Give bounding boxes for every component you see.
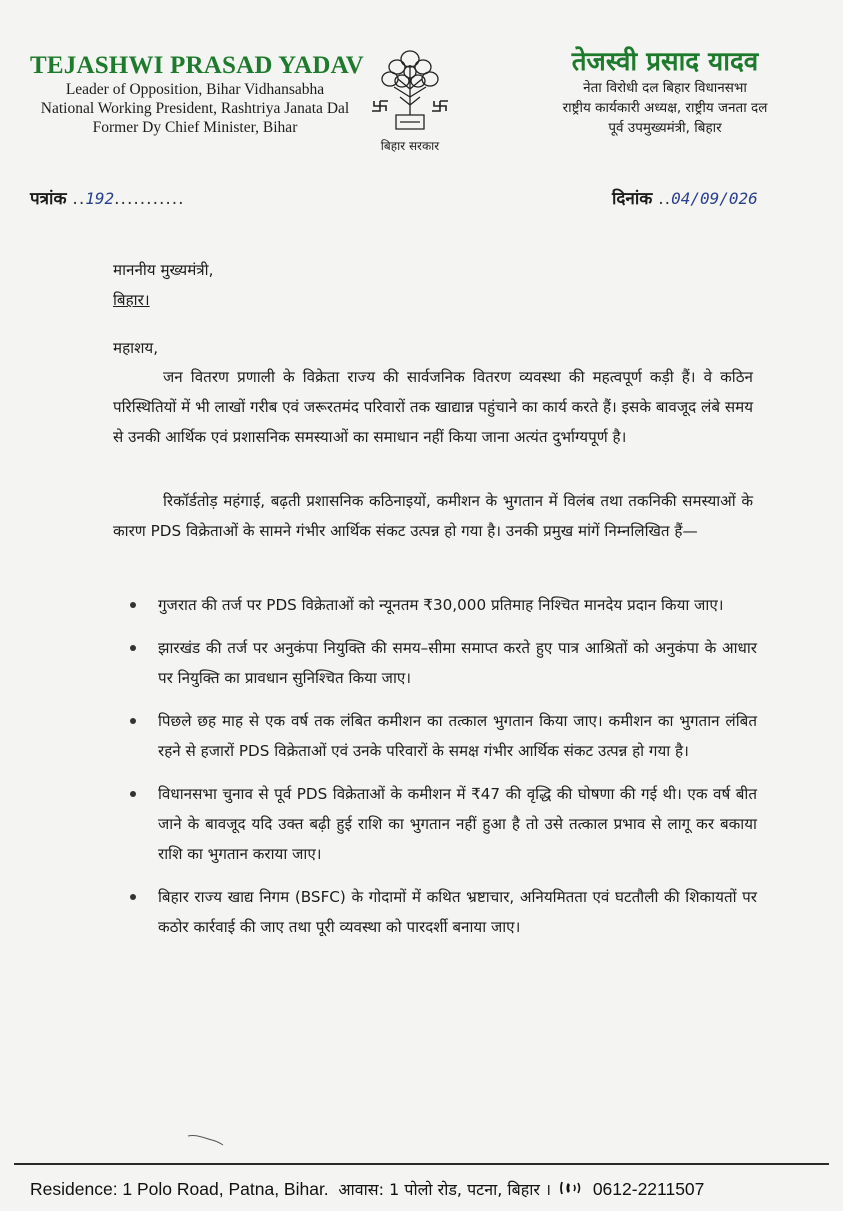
emblem-caption: बिहार सरकार [380,139,440,153]
sender-name-english: TEJASHWI PRASAD YADAV [30,52,364,79]
demand-text: विधानसभा चुनाव से पूर्व PDS विक्रेताओं के कमीशन में ₹47 की वृद्धि की घोषणा की गई थी। एक वर्ष बीत जाने के बावजूद यदि उक्त बढ़ी हुई राशि का भुगतान नहीं हुआ है तो उसे तत्काल प्रभाव से लागू कर बकाया राशि का भुगतान कराया जाए। [158,785,757,863]
letterhead-english [30,52,364,137]
bullet-icon [130,602,136,608]
list-item [112,706,757,766]
sender-title-line-hindi: नेता विरोधी दल बिहार विधानसभा [583,80,747,96]
sender-title-line: Leader of Opposition, Bihar Vidhansabha [65,81,325,98]
bullet-icon [130,791,136,797]
phone-number: 0612-2211507 [592,1179,705,1199]
phone-icon [559,1179,585,1197]
demand-text: पिछले छह माह से एक वर्ष तक लंबित कमीशन का तत्काल भुगतान किया जाए। कमीशन का भुगतान लंबित रहने से हजारों PDS विक्रेताओं एवं उनके परिवारों के समक्ष गंभीर आर्थिक संकट उत्पन्न हो गया है। [158,712,757,760]
list-item [112,779,757,869]
addressee-line: माननीय मुख्यमंत्री, [113,261,214,279]
bihar-emblem [360,45,460,154]
salutation: महाशय, [113,339,159,357]
addressee-line: बिहार। [113,291,150,309]
list-item [112,590,757,620]
demand-text: बिहार राज्य खाद्य निगम (BSFC) के गोदामों में कथित भ्रष्टाचार, अनियमितता एवं घटतौली की शिकायतों पर कठोर कार्रवाई की जाए तथा पूरी व्यवस्था को पारदर्शी बनाया जाए। [158,888,757,936]
sender-name-hindi: तेजस्वी प्रसाद यादव [571,47,759,77]
footer-divider [14,1163,829,1165]
residence-hindi: आवास: 1 पोलो रोड, पटना, बिहार । [338,1180,552,1199]
demand-text: झारखंड की तर्ज पर अनुकंपा नियुक्ति की समय–सीमा समाप्त करते हुए पात्र आश्रितों को अनुकंपा के आधार पर नियुक्ति का प्रावधान सुनिश्चित किया जाए। [158,639,757,687]
sender-title-line: Former Dy Chief Minister, Bihar [92,119,298,136]
list-item [112,633,757,693]
footer-address [30,1178,704,1200]
body-paragraph [113,486,753,546]
sender-title-line: National Working President, Rashtriya Janata Dal [40,100,350,117]
residence-english: Residence: 1 Polo Road, Patna, Bihar. [30,1179,329,1199]
bullet-icon [130,718,136,724]
sender-title-line-hindi: राष्ट्रीय कार्यकारी अध्यक्ष, राष्ट्रीय जनता दल [562,100,768,116]
reference-value: 192 [85,189,115,208]
bodhi-tree-emblem-icon [370,45,450,137]
letter-date: दिनांक ..04/09/026 [612,189,758,209]
letterhead-hindi [500,42,830,138]
demands-list [112,590,757,942]
addressee [113,255,213,315]
paragraph-text: रिकॉर्डतोड़ महंगाई, बढ़ती प्रशासनिक कठिनाइयों, कमीशन के भुगतान में विलंब तथा तकनिकी समस्याओं के कारण PDS विक्रेताओं के सामने गंभीर आर्थिक संकट उत्पन्न हो गया है। उनकी प्रमुख मांगें निम्नलिखित हैं— [113,492,753,540]
date-value: 04/09/026 [671,189,758,208]
reference-number: पत्रांक ..192........... [30,189,185,209]
sender-title-line-hindi: पूर्व उपमुख्यमंत्री, बिहार [608,120,722,136]
reference-label: पत्रांक [30,189,67,209]
demand-text: गुजरात की तर्ज पर PDS विक्रेताओं को न्यूनतम ₹30,000 प्रतिमाह निश्चित मानदेय प्रदान किया जाए। [158,596,724,614]
list-item [112,882,757,942]
bullet-icon [130,894,136,900]
body-paragraph [113,362,753,452]
paragraph-text: जन वितरण प्रणाली के विक्रेता राज्य की सार्वजनिक वितरण व्यवस्था की महत्वपूर्ण कड़ी हैं। वे कठिन परिस्थितियों में भी लाखों गरीब एवं जरूरतमंद परिवारों तक खाद्यान्न पहुंचाने का कार्य करते हैं। इसके बावजूद लंबे समय से उनकी आर्थिक एवं प्रशासनिक समस्याओं का समाधान नहीं किया जाना अत्यंत दुर्भाग्यपूर्ण है। [113,368,753,446]
date-label: दिनांक [612,189,653,209]
bullet-icon [130,645,136,651]
pen-mark-icon [186,1133,226,1147]
